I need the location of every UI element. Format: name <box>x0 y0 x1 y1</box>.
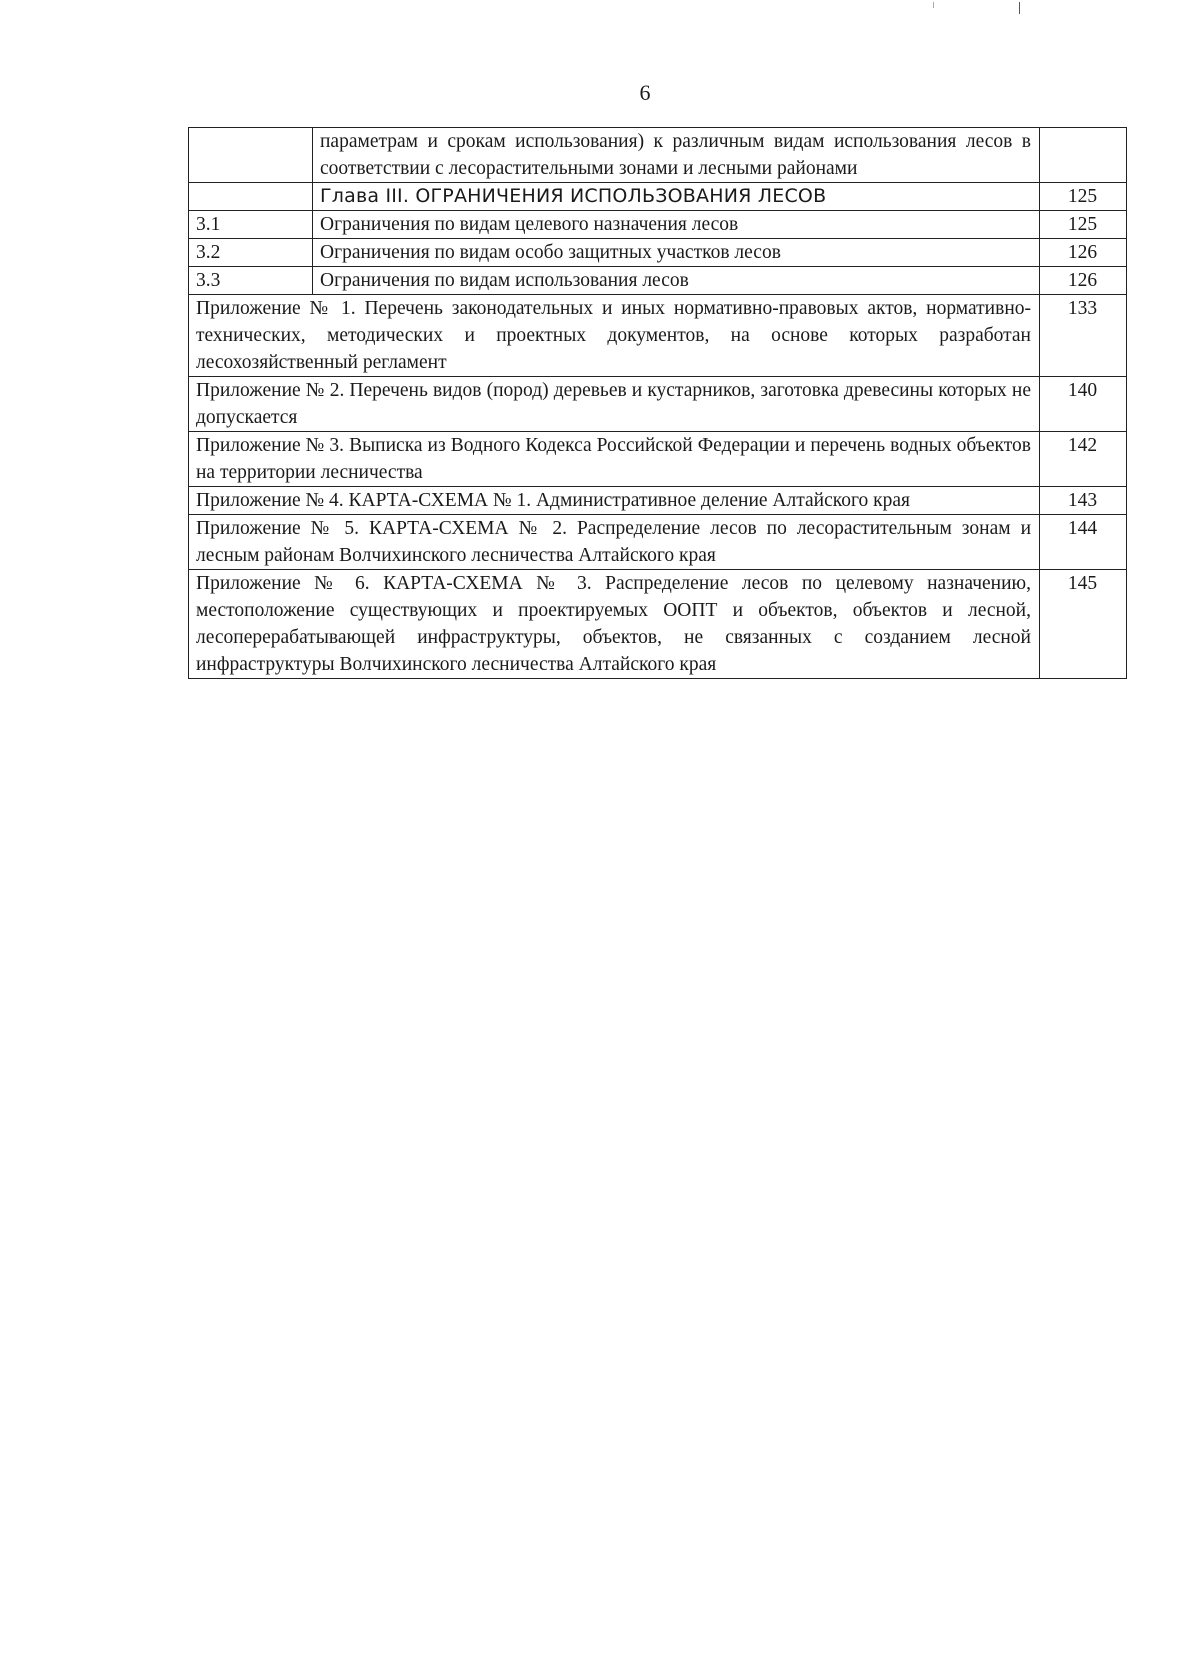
toc-page <box>1040 128 1127 183</box>
toc-row-appendix <box>189 570 1127 679</box>
section-number: 3.2 <box>189 239 313 267</box>
section-number: 3.3 <box>189 267 313 295</box>
toc-page: 126 <box>1040 239 1127 267</box>
toc-row-chapter <box>189 183 1127 211</box>
section-title: Ограничения по видам использования лесов <box>313 267 1040 295</box>
toc-row-appendix <box>189 377 1127 432</box>
scan-artifact <box>1019 2 1020 14</box>
chapter-title: Глава III. ОГРАНИЧЕНИЯ ИСПОЛЬЗОВАНИЯ ЛЕСОВ <box>313 183 1040 211</box>
toc-page: 125 <box>1040 211 1127 239</box>
appendix-title: Приложение № 4. КАРТА-СХЕМА № 1. Административное деление Алтайского края <box>189 487 1040 515</box>
toc-number-cell <box>189 128 313 183</box>
appendix-title: Приложение № 2. Перечень видов (пород) деревьев и кустарников, заготовка древесины которых не допускается <box>189 377 1040 432</box>
appendix-title: Приложение № 6. КАРТА-СХЕМА № 3. Распределение лесов по целевому назначению, местоположение существующих и проектируемых ООПТ и объектов, объектов и лесной, лесоперерабатывающей инфраструктуры, объектов, не связанных с созданием лесной инфраструктуры Волчихинского лесничества Алтайского края <box>189 570 1040 679</box>
appendix-title: Приложение № 5. КАРТА-СХЕМА № 2. Распределение лесов по лесорастительным зонам и лесным районам Волчихинского лесничества Алтайского края <box>189 515 1040 570</box>
toc-page: 133 <box>1040 295 1127 377</box>
section-number: 3.1 <box>189 211 313 239</box>
toc-row-appendix <box>189 515 1127 570</box>
toc-page: 143 <box>1040 487 1127 515</box>
toc-page: 144 <box>1040 515 1127 570</box>
toc-row-appendix <box>189 295 1127 377</box>
appendix-title: Приложение № 3. Выписка из Водного Кодекса Российской Федерации и перечень водных объектов на территории лесничества <box>189 432 1040 487</box>
toc-page: 145 <box>1040 570 1127 679</box>
toc-row-appendix <box>189 487 1127 515</box>
toc-page: 125 <box>1040 183 1127 211</box>
appendix-title: Приложение № 1. Перечень законодательных и иных нормативно-правовых актов, нормативно-технических, методических и проектных документов, на основе которых разработан лесохозяйственный регламент <box>189 295 1040 377</box>
toc-page: 142 <box>1040 432 1127 487</box>
section-title: Ограничения по видам целевого назначения лесов <box>313 211 1040 239</box>
toc-row-section <box>189 211 1127 239</box>
toc-number-cell <box>189 183 313 211</box>
toc-row-section <box>189 267 1127 295</box>
scan-artifact <box>933 2 934 8</box>
toc-page: 140 <box>1040 377 1127 432</box>
toc-row-section <box>189 239 1127 267</box>
page-number: 6 <box>639 80 651 105</box>
toc-row-continuation <box>189 128 1127 183</box>
toc-row-appendix <box>189 432 1127 487</box>
toc-page: 126 <box>1040 267 1127 295</box>
table-of-contents <box>188 127 1127 679</box>
toc-title: параметрам и срокам использования) к различным видам использования лесов в соответствии с лесорастительными зонами и лесными районами <box>313 128 1040 183</box>
section-title: Ограничения по видам особо защитных участков лесов <box>313 239 1040 267</box>
